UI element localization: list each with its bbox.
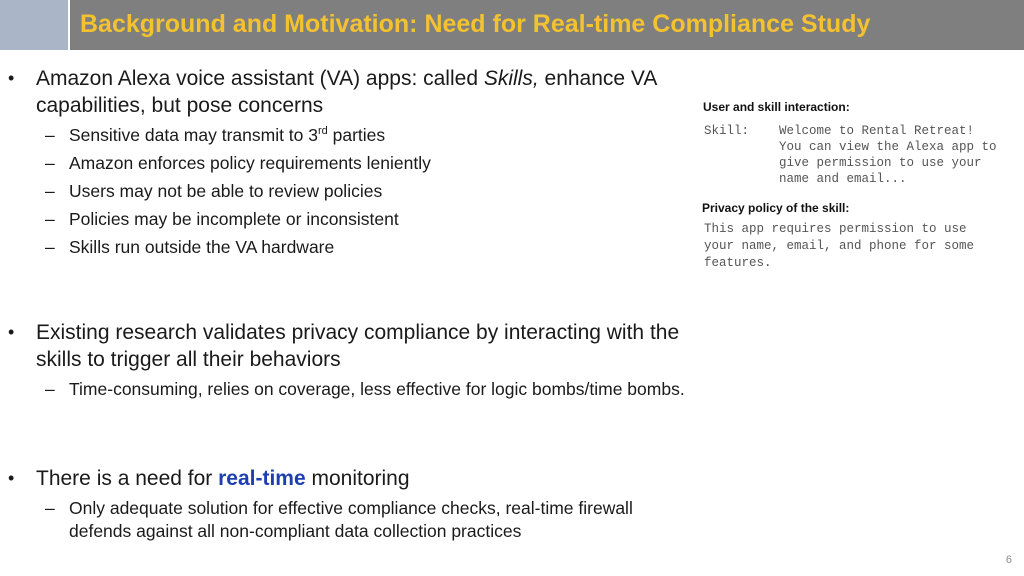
bullet-1-line2: capabilities, but pose concerns bbox=[36, 94, 324, 117]
title-bar bbox=[0, 0, 1024, 50]
bullet-2 bbox=[8, 319, 680, 346]
skill-line-4: name and email... bbox=[779, 172, 907, 186]
bullet-1-sub-5 bbox=[45, 235, 335, 259]
sub-dash: – bbox=[45, 498, 55, 518]
skill-line-2: You can view the Alexa app to bbox=[779, 140, 997, 154]
sub-dash: – bbox=[45, 181, 55, 201]
sub-4-text: Policies may be incomplete or inconsistent bbox=[69, 209, 399, 229]
sub-dash: – bbox=[45, 209, 55, 229]
policy-line-1: This app requires permission to use bbox=[704, 222, 967, 236]
bullet-1-sub-3 bbox=[45, 179, 383, 203]
bullet-1-sub-1 bbox=[45, 123, 386, 147]
bullet-1-text-b: enhance VA bbox=[538, 67, 658, 90]
sub-2-text: Amazon enforces policy requirements leniently bbox=[69, 153, 431, 173]
bullet-2-line2: skills to trigger all their behaviors bbox=[36, 348, 341, 371]
bullet-1-sub-2 bbox=[45, 151, 431, 175]
sub-1-sup: rd bbox=[318, 125, 328, 138]
sub-dash: – bbox=[45, 237, 55, 257]
policy-line-3: features. bbox=[704, 256, 772, 270]
sub-3-text: Users may not be able to review policies bbox=[69, 181, 383, 201]
bullet-3-text-a: There is a need for bbox=[36, 467, 219, 490]
bullet-2-text: Existing research validates privacy compliance by interacting with the bbox=[36, 321, 680, 344]
sub-1-text-after: parties bbox=[327, 125, 386, 145]
sub-dash: – bbox=[45, 379, 55, 399]
page-number: 6 bbox=[1005, 554, 1012, 566]
bullet-dot: • bbox=[8, 68, 15, 88]
policy-heading: Privacy policy of the skill: bbox=[702, 201, 850, 215]
bullet-1-text-skills: Skills, bbox=[483, 67, 539, 90]
sub-dash: – bbox=[45, 153, 55, 173]
title-accent-block bbox=[0, 0, 70, 50]
interaction-heading: User and skill interaction: bbox=[703, 100, 850, 114]
sub-dash: – bbox=[45, 125, 55, 145]
skill-line-1: Welcome to Rental Retreat! bbox=[779, 124, 975, 138]
bullet-2-sub-1-text: Time-consuming, relies on coverage, less effective for logic bombs/time bombs. bbox=[69, 379, 685, 399]
bullet-1-text-a: Amazon Alexa voice assistant (VA) apps: called bbox=[36, 67, 484, 90]
bullet-2-sub-1 bbox=[45, 377, 685, 401]
policy-line-2: your name, email, and phone for some bbox=[704, 239, 975, 253]
bullet-3 bbox=[8, 465, 410, 492]
bullet-1-sub-4 bbox=[45, 207, 399, 231]
slide-title: Background and Motivation: Need for Real-time Compliance Study bbox=[80, 10, 871, 38]
bullet-3-sub-1-text: Only adequate solution for effective compliance checks, real-time firewall bbox=[69, 498, 633, 518]
sub-1-text: Sensitive data may transmit to 3 bbox=[69, 125, 318, 145]
bullet-3-highlight: real-time bbox=[218, 467, 306, 490]
skill-label: Skill: bbox=[704, 124, 750, 138]
bullet-dot: • bbox=[8, 322, 15, 342]
skill-line-3: give permission to use your bbox=[779, 156, 982, 170]
bullet-3-text-b: monitoring bbox=[305, 467, 410, 490]
sub-5-text: Skills run outside the VA hardware bbox=[69, 237, 335, 257]
bullet-3-sub-1-line2: defends against all non-compliant data collection practices bbox=[69, 521, 522, 541]
bullet-3-sub-1 bbox=[45, 496, 633, 520]
bullet-dot: • bbox=[8, 468, 15, 488]
bullet-1 bbox=[8, 65, 658, 92]
